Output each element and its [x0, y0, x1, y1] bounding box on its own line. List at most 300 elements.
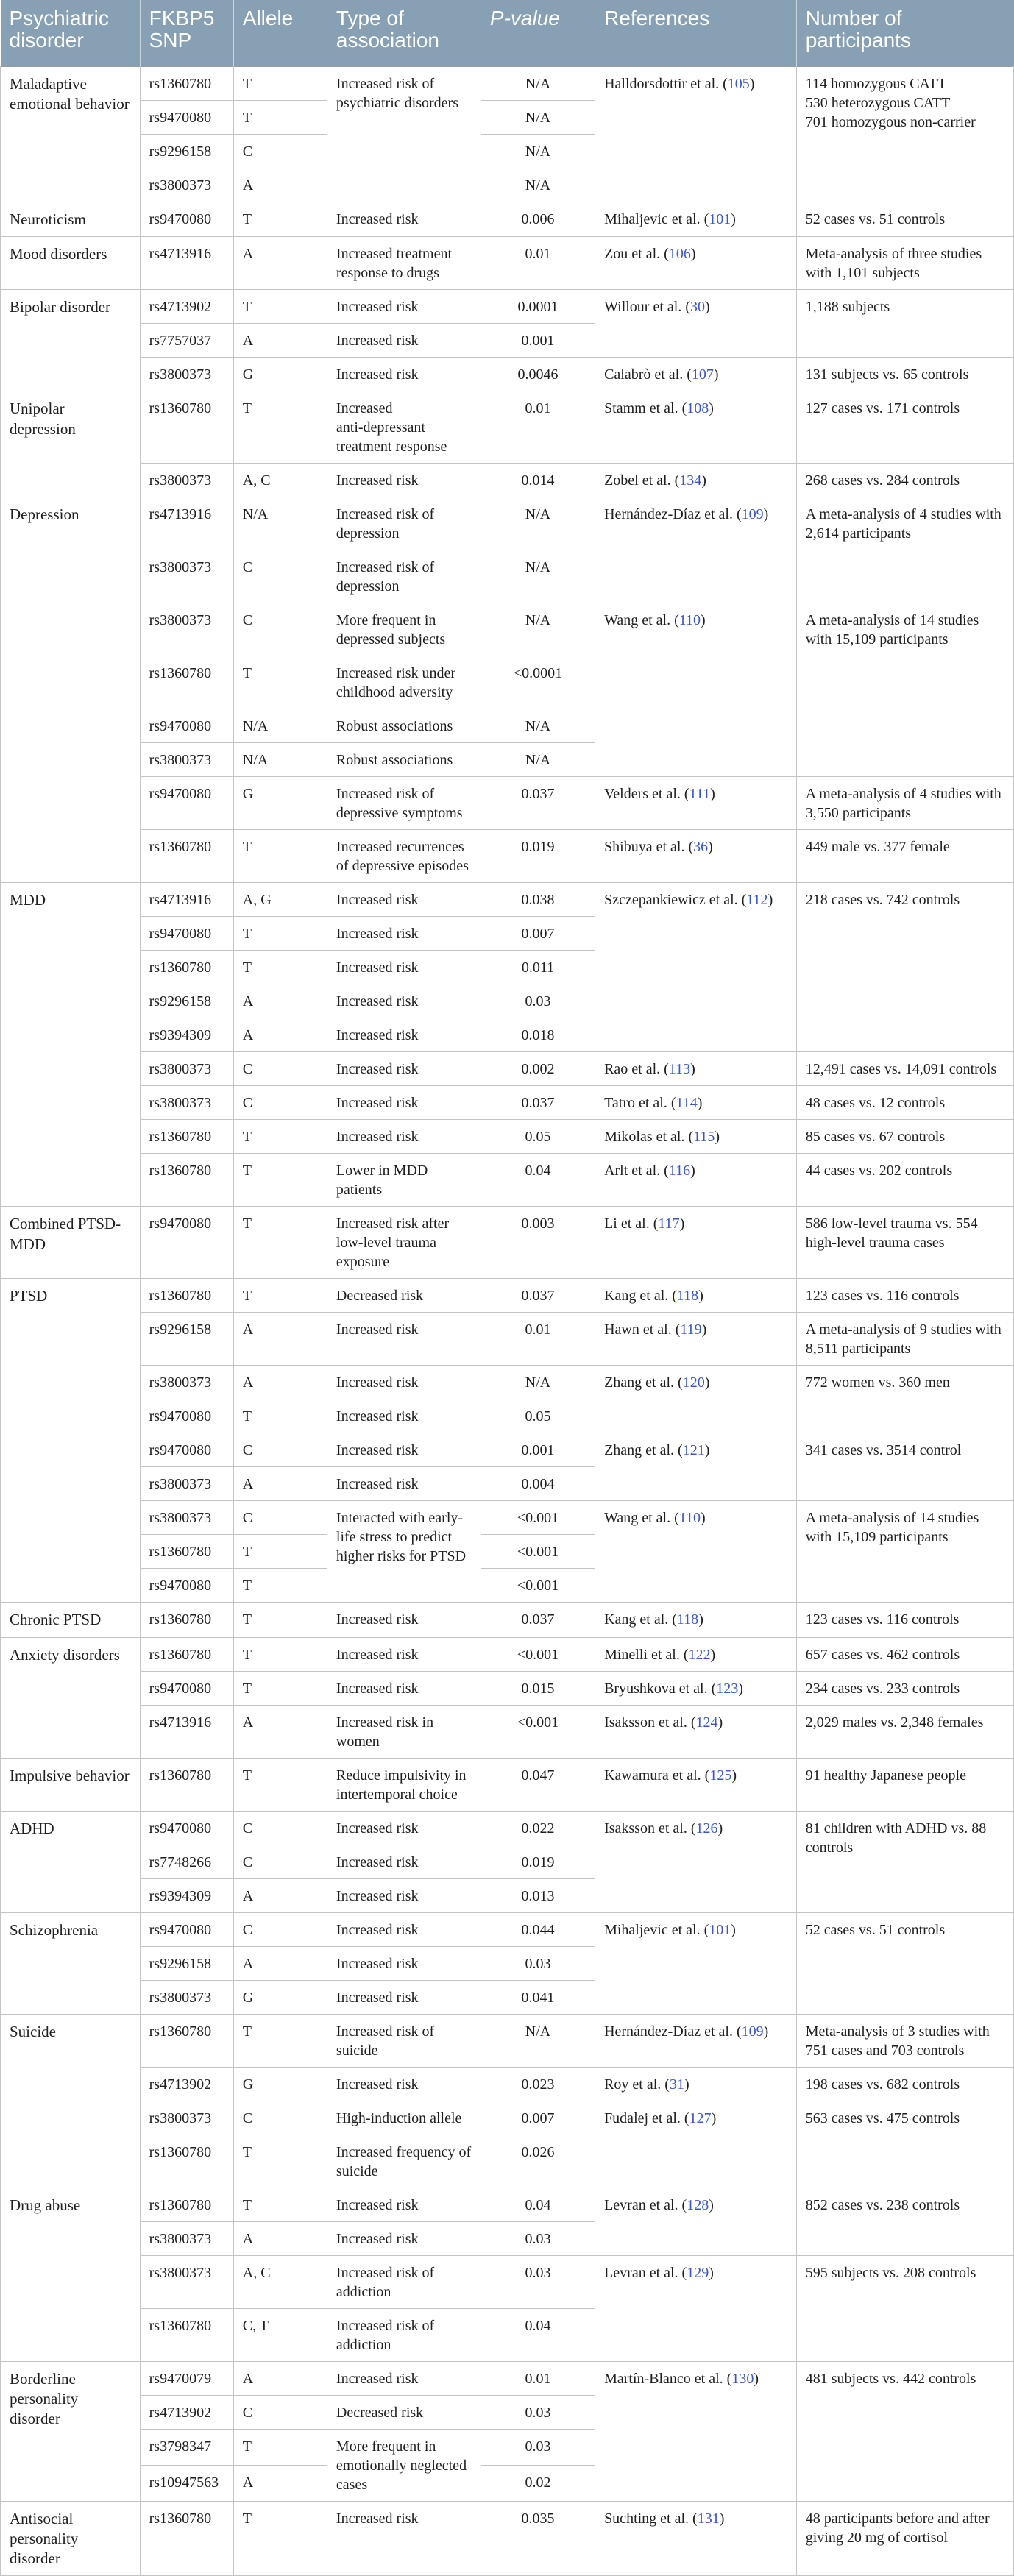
allele-cell: T — [233, 1154, 327, 1207]
reference-number-link[interactable]: 121 — [682, 1442, 705, 1459]
reference-author: Hernández-Díaz et al. ( — [604, 506, 742, 523]
participants-cell: 234 cases vs. 233 controls — [796, 1671, 1013, 1705]
reference-close-paren: ) — [719, 2510, 725, 2527]
reference-author: Levran et al. ( — [604, 2196, 687, 2213]
reference-cell — [595, 1154, 797, 1207]
p-value-cell: <0.001 — [481, 1501, 595, 1535]
allele-cell: G — [233, 1980, 327, 2014]
allele-cell: T — [233, 1569, 327, 1603]
reference-cell — [595, 497, 797, 603]
participants-cell: Meta-analysis of three studies with 1,101 subjects — [796, 237, 1013, 290]
snp-cell: rs1360780 — [140, 1637, 233, 1671]
allele-cell: T — [233, 1603, 327, 1637]
reference-cell — [595, 464, 797, 497]
reference-number-link[interactable]: 107 — [691, 366, 714, 383]
allele-cell: A — [233, 324, 327, 358]
snp-cell: rs9470080 — [140, 202, 233, 237]
association-type-cell: Increased risk — [327, 1845, 481, 1878]
participants-cell: 52 cases vs. 51 controls — [796, 1912, 1013, 2014]
snp-cell: rs1360780 — [140, 1120, 233, 1154]
header-participants: Number of participants — [796, 0, 1013, 67]
reference-close-paren: ) — [690, 1061, 695, 1078]
participants-cell: A meta-analysis of 9 studies with 8,511 participants — [796, 1313, 1013, 1366]
p-value-cell: 0.022 — [481, 1811, 595, 1845]
association-type-cell: Increased risk — [327, 1980, 481, 2014]
snp-cell: rs9296158 — [140, 135, 233, 168]
p-value-cell: <0.001 — [481, 1705, 595, 1758]
allele-cell: A, G — [233, 883, 327, 917]
p-value-cell: N/A — [481, 497, 595, 550]
p-value-cell: N/A — [481, 135, 595, 168]
allele-cell: C — [233, 1501, 327, 1535]
participants-cell: 586 low-level trauma vs. 554 high-level trauma cases — [796, 1207, 1013, 1279]
reference-close-paren: ) — [767, 892, 773, 909]
table-row — [1, 1313, 1014, 1366]
snp-cell: rs9470080 — [140, 777, 233, 830]
snp-cell: rs1360780 — [140, 2188, 233, 2221]
reference-close-paren: ) — [717, 1714, 723, 1731]
reference-number-link[interactable]: 36 — [693, 839, 709, 856]
association-type-cell: Increased risk — [327, 1366, 481, 1399]
reference-author: Suchting et al. ( — [604, 2510, 698, 2527]
p-value-cell: N/A — [481, 743, 595, 777]
p-value-cell: 0.018 — [481, 1018, 595, 1052]
participants-cell: Meta-analysis of 3 studies with 751 cases and 703 controls — [796, 2014, 1013, 2067]
reference-cell — [595, 1811, 797, 1912]
p-value-cell: N/A — [481, 67, 595, 101]
snp-cell: rs4713916 — [140, 883, 233, 917]
reference-cell — [595, 883, 797, 1052]
reference-close-paren: ) — [709, 2264, 714, 2281]
allele-cell: T — [233, 951, 327, 984]
association-type-cell: Increased risk of addiction — [327, 2255, 481, 2308]
snp-cell: rs1360780 — [140, 391, 233, 464]
reference-number-link[interactable]: 108 — [687, 400, 709, 417]
allele-cell: A, C — [233, 464, 327, 497]
p-value-cell: 0.0046 — [481, 358, 595, 391]
reference-cell — [595, 202, 797, 237]
allele-cell: A — [233, 2465, 327, 2501]
p-value-cell: 0.01 — [481, 391, 595, 464]
reference-close-paren: ) — [690, 1163, 695, 1179]
p-value-cell: 0.003 — [481, 1207, 595, 1279]
reference-number-link[interactable]: 30 — [690, 299, 705, 316]
allele-cell: G — [233, 358, 327, 391]
reference-number-link[interactable]: 118 — [676, 1611, 699, 1628]
association-type-cell: Increased risk of depression — [327, 550, 481, 603]
reference-author: Fudalej et al. ( — [604, 2110, 689, 2126]
p-value-cell: 0.038 — [481, 883, 595, 917]
association-type-cell: Increased risk — [327, 2501, 481, 2576]
table-row — [1, 1501, 1014, 1535]
snp-cell: rs9470080 — [140, 1433, 233, 1467]
disorder-cell: Schizophrenia — [1, 1912, 141, 2014]
allele-cell: C — [233, 603, 327, 656]
participants-cell: A meta-analysis of 14 studies with 15,109 participants — [796, 603, 1013, 777]
allele-cell: A — [233, 1878, 327, 1912]
allele-cell: T — [233, 2429, 327, 2465]
reference-number-link[interactable]: 128 — [687, 2196, 709, 2213]
participants-cell: 268 cases vs. 284 controls — [796, 464, 1013, 497]
reference-number-link[interactable]: 130 — [731, 2370, 754, 2387]
reference-cell — [595, 290, 797, 358]
snp-cell: rs1360780 — [140, 830, 233, 883]
table-row — [1, 2188, 1014, 2221]
snp-cell: rs4713902 — [140, 2395, 233, 2429]
disorder-cell: Mood disorders — [1, 237, 141, 290]
p-value-cell: 0.05 — [481, 1120, 595, 1154]
snp-cell: rs1360780 — [140, 1535, 233, 1569]
allele-cell: A — [233, 1313, 327, 1366]
snp-cell: rs1360780 — [140, 1154, 233, 1207]
allele-cell: G — [233, 2067, 327, 2101]
allele-cell: A — [233, 2221, 327, 2255]
reference-number-link[interactable]: 117 — [658, 1216, 680, 1232]
p-value-cell: <0.0001 — [481, 656, 595, 709]
reference-number-link[interactable]: 131 — [697, 2510, 720, 2527]
snp-cell: rs9470080 — [140, 101, 233, 135]
participants-cell: 772 women vs. 360 men — [796, 1366, 1013, 1433]
snp-cell: rs3800373 — [140, 550, 233, 603]
snp-cell: rs3800373 — [140, 1467, 233, 1501]
snp-cell: rs4713916 — [140, 497, 233, 550]
reference-number-link[interactable]: 106 — [668, 246, 691, 263]
p-value-cell: N/A — [481, 709, 595, 743]
p-value-cell: 0.01 — [481, 237, 595, 290]
reference-cell — [595, 777, 797, 830]
reference-cell — [595, 1758, 797, 1811]
reference-close-paren: ) — [704, 1442, 710, 1459]
p-value-cell: 0.002 — [481, 1052, 595, 1086]
participants-cell: 852 cases vs. 238 controls — [796, 2188, 1013, 2255]
association-type-cell: Increased risk — [327, 1671, 481, 1705]
reference-close-paren: ) — [754, 2370, 759, 2387]
reference-number-link[interactable]: 127 — [689, 2110, 712, 2126]
association-type-cell: Robust associations — [327, 743, 481, 777]
snp-cell: rs3800373 — [140, 1086, 233, 1120]
participants-cell: 127 cases vs. 171 controls — [796, 391, 1013, 464]
snp-cell: rs3800373 — [140, 1501, 233, 1535]
association-type-cell: Increased risk of psychiatric disorders — [327, 67, 481, 202]
reference-author: Calabrò et al. ( — [604, 366, 692, 383]
p-value-cell: 0.05 — [481, 1399, 595, 1433]
allele-cell: T — [233, 202, 327, 237]
table-row — [1, 1120, 1014, 1154]
p-value-cell: 0.026 — [481, 2135, 595, 2188]
p-value-cell: 0.02 — [481, 2465, 595, 2501]
participants-cell: A meta-analysis of 4 studies with 2,614 participants — [796, 497, 1013, 603]
snp-cell: rs1360780 — [140, 951, 233, 984]
snp-cell: rs4713902 — [140, 290, 233, 324]
reference-number-link[interactable]: 112 — [746, 892, 768, 909]
snp-cell: rs1360780 — [140, 656, 233, 709]
reference-cell — [595, 237, 797, 290]
allele-cell: C — [233, 1912, 327, 1946]
snp-cell: rs4713916 — [140, 1705, 233, 1758]
snp-cell: rs9470079 — [140, 2361, 233, 2395]
reference-number-link[interactable]: 120 — [682, 1374, 705, 1391]
snp-cell: rs1360780 — [140, 1279, 233, 1313]
p-value-cell: 0.01 — [481, 2361, 595, 2395]
table-row — [1, 830, 1014, 883]
allele-cell: T — [233, 830, 327, 883]
allele-cell: T — [233, 1207, 327, 1279]
allele-cell: T — [233, 1399, 327, 1433]
table-row — [1, 2501, 1014, 2576]
reference-number-link[interactable]: 110 — [678, 1510, 701, 1527]
reference-close-paren: ) — [690, 246, 696, 263]
snp-cell: rs1360780 — [140, 2501, 233, 2576]
reference-close-paren: ) — [738, 1680, 743, 1697]
table-row — [1, 2361, 1014, 2395]
header-p-value-text: P-value — [489, 7, 560, 29]
p-value-cell: 0.035 — [481, 2501, 595, 2576]
reference-number-link[interactable]: 122 — [688, 1646, 711, 1663]
p-value-cell: 0.03 — [481, 2429, 595, 2465]
snp-cell: rs3800373 — [140, 2101, 233, 2135]
reference-author: Kang et al. ( — [604, 1611, 677, 1628]
reference-number-link[interactable]: 115 — [693, 1129, 715, 1146]
header-type: Type of association — [327, 0, 481, 67]
allele-cell: T — [233, 101, 327, 135]
reference-cell — [595, 1433, 797, 1501]
reference-number-link[interactable]: 111 — [689, 786, 711, 803]
snp-cell: rs1360780 — [140, 2014, 233, 2067]
table-row — [1, 1366, 1014, 1399]
association-type-cell: Increased recurrences of depressive episodes — [327, 830, 481, 883]
reference-author: Hernández-Díaz et al. ( — [604, 2023, 742, 2040]
association-type-cell: More frequent in depressed subjects — [327, 603, 481, 656]
snp-cell: rs9296158 — [140, 1946, 233, 1980]
participants-cell: 198 cases vs. 682 controls — [796, 2067, 1013, 2101]
association-type-cell: Increased risk — [327, 1603, 481, 1637]
participants-cell: 123 cases vs. 116 controls — [796, 1603, 1013, 1637]
reference-cell — [595, 67, 797, 202]
snp-cell: rs1360780 — [140, 2135, 233, 2188]
snp-cell: rs3800373 — [140, 2221, 233, 2255]
snp-cell: rs9470080 — [140, 1207, 233, 1279]
table-row — [1, 1811, 1014, 1845]
p-value-cell: 0.019 — [481, 1845, 595, 1878]
reference-author: Mihaljevic et al. ( — [604, 1921, 709, 1938]
snp-cell: rs3800373 — [140, 1052, 233, 1086]
allele-cell: T — [233, 656, 327, 709]
participants-cell: A meta-analysis of 14 studies with 15,109 participants — [796, 1501, 1013, 1603]
snp-cell: rs3800373 — [140, 464, 233, 497]
table-row — [1, 1758, 1014, 1811]
allele-cell: A — [233, 168, 327, 202]
association-type-cell: Increased risk — [327, 1637, 481, 1671]
reference-cell — [595, 603, 797, 777]
reference-number-link[interactable]: 31 — [669, 2076, 684, 2093]
snp-cell: rs1360780 — [140, 1758, 233, 1811]
association-type-cell: Increased risk — [327, 883, 481, 917]
participants-cell: 52 cases vs. 51 controls — [796, 202, 1013, 237]
table-row — [1, 2101, 1014, 2135]
snp-cell: rs3800373 — [140, 603, 233, 656]
reference-number-link[interactable]: 101 — [709, 211, 731, 227]
association-type-cell: Increased risk — [327, 1018, 481, 1052]
table-row — [1, 1154, 1014, 1207]
reference-number-link[interactable]: 125 — [709, 1767, 732, 1784]
association-type-cell: Increased risk in women — [327, 1705, 481, 1758]
reference-author: Willour et al. ( — [604, 299, 690, 316]
snp-cell: rs7748266 — [140, 1845, 233, 1878]
snp-cell: rs3800373 — [140, 743, 233, 777]
disorder-cell: Impulsive behavior — [1, 1758, 141, 1811]
association-type-cell: Reduce impulsivity in intertemporal choice — [327, 1758, 481, 1811]
reference-author: Tatro et al. ( — [604, 1095, 676, 1112]
disorder-cell: Drug abuse — [1, 2188, 141, 2361]
p-value-cell: 0.03 — [481, 2395, 595, 2429]
allele-cell: T — [233, 391, 327, 464]
snp-cell: rs7757037 — [140, 324, 233, 358]
table-row — [1, 1279, 1014, 1313]
reference-cell — [595, 1120, 797, 1154]
association-type-cell: Decreased risk — [327, 1279, 481, 1313]
reference-number-link[interactable]: 110 — [678, 612, 701, 629]
reference-cell — [595, 2361, 797, 2501]
reference-cell — [595, 1705, 797, 1758]
allele-cell: C — [233, 1433, 327, 1467]
p-value-cell: 0.04 — [481, 2308, 595, 2361]
reference-cell — [595, 1671, 797, 1705]
reference-close-paren: ) — [698, 1611, 703, 1628]
p-value-cell: 0.037 — [481, 1279, 595, 1313]
snp-cell: rs9470080 — [140, 1569, 233, 1603]
allele-cell: T — [233, 2014, 327, 2067]
reference-author: Roy et al. ( — [604, 2076, 670, 2093]
reference-number-link[interactable]: 123 — [716, 1680, 739, 1697]
participants-cell: 341 cases vs. 3514 control — [796, 1433, 1013, 1501]
snp-cell: rs3800373 — [140, 358, 233, 391]
reference-author: Isaksson et al. ( — [604, 1820, 696, 1837]
allele-cell: A — [233, 1366, 327, 1399]
reference-author: Minelli et al. ( — [604, 1646, 689, 1663]
reference-number-link[interactable]: 126 — [695, 1820, 718, 1837]
reference-author: Kawamura et al. ( — [604, 1767, 710, 1784]
reference-number-link[interactable]: 105 — [727, 76, 750, 92]
allele-cell: A — [233, 1018, 327, 1052]
p-value-cell: <0.001 — [481, 1535, 595, 1569]
association-type-cell: Increased treatment response to drugs — [327, 237, 481, 290]
p-value-cell: N/A — [481, 550, 595, 603]
reference-number-link[interactable]: 113 — [668, 1061, 691, 1078]
association-type-cell: Increased risk — [327, 951, 481, 984]
reference-cell — [595, 1603, 797, 1637]
p-value-cell: <0.001 — [481, 1569, 595, 1603]
p-value-cell: 0.014 — [481, 464, 595, 497]
reference-number-link[interactable]: 114 — [676, 1095, 698, 1112]
allele-cell: A — [233, 984, 327, 1018]
snp-cell: rs3800373 — [140, 168, 233, 202]
allele-cell: C — [233, 2395, 327, 2429]
association-type-cell: Increased risk — [327, 1313, 481, 1366]
participants-cell: A meta-analysis of 4 studies with 3,550 participants — [796, 777, 1013, 830]
reference-close-paren: ) — [717, 1820, 723, 1837]
table-row — [1, 67, 1014, 101]
p-value-cell: 0.007 — [481, 2101, 595, 2135]
reference-number-link[interactable]: 129 — [687, 2264, 709, 2281]
allele-cell: C — [233, 1086, 327, 1120]
table-row — [1, 391, 1014, 464]
allele-cell: A — [233, 1467, 327, 1501]
allele-cell: N/A — [233, 497, 327, 550]
participants-cell: 91 healthy Japanese people — [796, 1758, 1013, 1811]
reference-author: Bryushkova et al. ( — [604, 1680, 717, 1697]
association-type-cell: Increased risk of addiction — [327, 2308, 481, 2361]
reference-number-link[interactable]: 109 — [741, 2023, 764, 2040]
table-row — [1, 1705, 1014, 1758]
snp-cell: rs9470080 — [140, 1399, 233, 1433]
snp-cell: rs9470080 — [140, 917, 233, 951]
reference-close-paren: ) — [701, 612, 706, 629]
reference-number-link[interactable]: 109 — [741, 506, 764, 523]
p-value-cell: 0.041 — [481, 1980, 595, 2014]
p-value-cell: 0.023 — [481, 2067, 595, 2101]
reference-close-paren: ) — [749, 76, 755, 92]
reference-author: Zou et al. ( — [604, 246, 669, 263]
header-references: References — [595, 0, 797, 67]
reference-close-paren: ) — [731, 211, 736, 227]
allele-cell: T — [233, 67, 327, 101]
table-row — [1, 1086, 1014, 1120]
reference-number-link[interactable]: 134 — [679, 472, 702, 489]
participants-cell: 449 male vs. 377 female — [796, 830, 1013, 883]
snp-cell: rs1360780 — [140, 2308, 233, 2361]
reference-close-paren: ) — [731, 1767, 737, 1784]
p-value-cell: 0.03 — [481, 2255, 595, 2308]
allele-cell: G — [233, 777, 327, 830]
snp-cell: rs3800373 — [140, 1366, 233, 1399]
snp-cell: rs9470080 — [140, 709, 233, 743]
association-type-cell: Increased risk — [327, 984, 481, 1018]
table-row — [1, 497, 1014, 550]
reference-number-link[interactable]: 116 — [668, 1163, 691, 1179]
p-value-cell: 0.037 — [481, 1086, 595, 1120]
reference-cell — [595, 2188, 797, 2255]
reference-cell — [595, 1366, 797, 1433]
allele-cell: T — [233, 917, 327, 951]
p-value-cell: N/A — [481, 1366, 595, 1399]
participants-cell: 81 children with ADHD vs. 88 controls — [796, 1811, 1013, 1912]
reference-author: Velders et al. ( — [604, 786, 689, 803]
association-type-cell: Increased frequency of suicide — [327, 2135, 481, 2188]
table-row — [1, 1912, 1014, 1946]
participants-cell: 48 cases vs. 12 controls — [796, 1086, 1013, 1120]
reference-cell — [595, 1912, 797, 2014]
snp-cell: rs3800373 — [140, 1980, 233, 2014]
reference-author: Levran et al. ( — [604, 2264, 687, 2281]
reference-number-link[interactable]: 101 — [709, 1921, 731, 1938]
disorder-cell: Antisocial personality disorder — [1, 2501, 141, 2576]
allele-cell: C — [233, 1845, 327, 1878]
reference-number-link[interactable]: 124 — [695, 1714, 718, 1731]
association-type-cell: High-induction allele — [327, 2101, 481, 2135]
reference-close-paren: ) — [710, 786, 715, 803]
snp-cell: rs9296158 — [140, 1313, 233, 1366]
association-type-cell: Lower in MDD patients — [327, 1154, 481, 1207]
p-value-cell: N/A — [481, 168, 595, 202]
p-value-cell: 0.047 — [481, 1758, 595, 1811]
allele-cell: T — [233, 2501, 327, 2576]
reference-cell — [595, 1637, 797, 1671]
reference-number-link[interactable]: 118 — [676, 1288, 699, 1305]
association-type-cell: Increased risk of suicide — [327, 2014, 481, 2067]
p-value-cell: 0.044 — [481, 1912, 595, 1946]
association-type-cell: Increased risk — [327, 2221, 481, 2255]
reference-number-link[interactable]: 119 — [680, 1321, 702, 1338]
